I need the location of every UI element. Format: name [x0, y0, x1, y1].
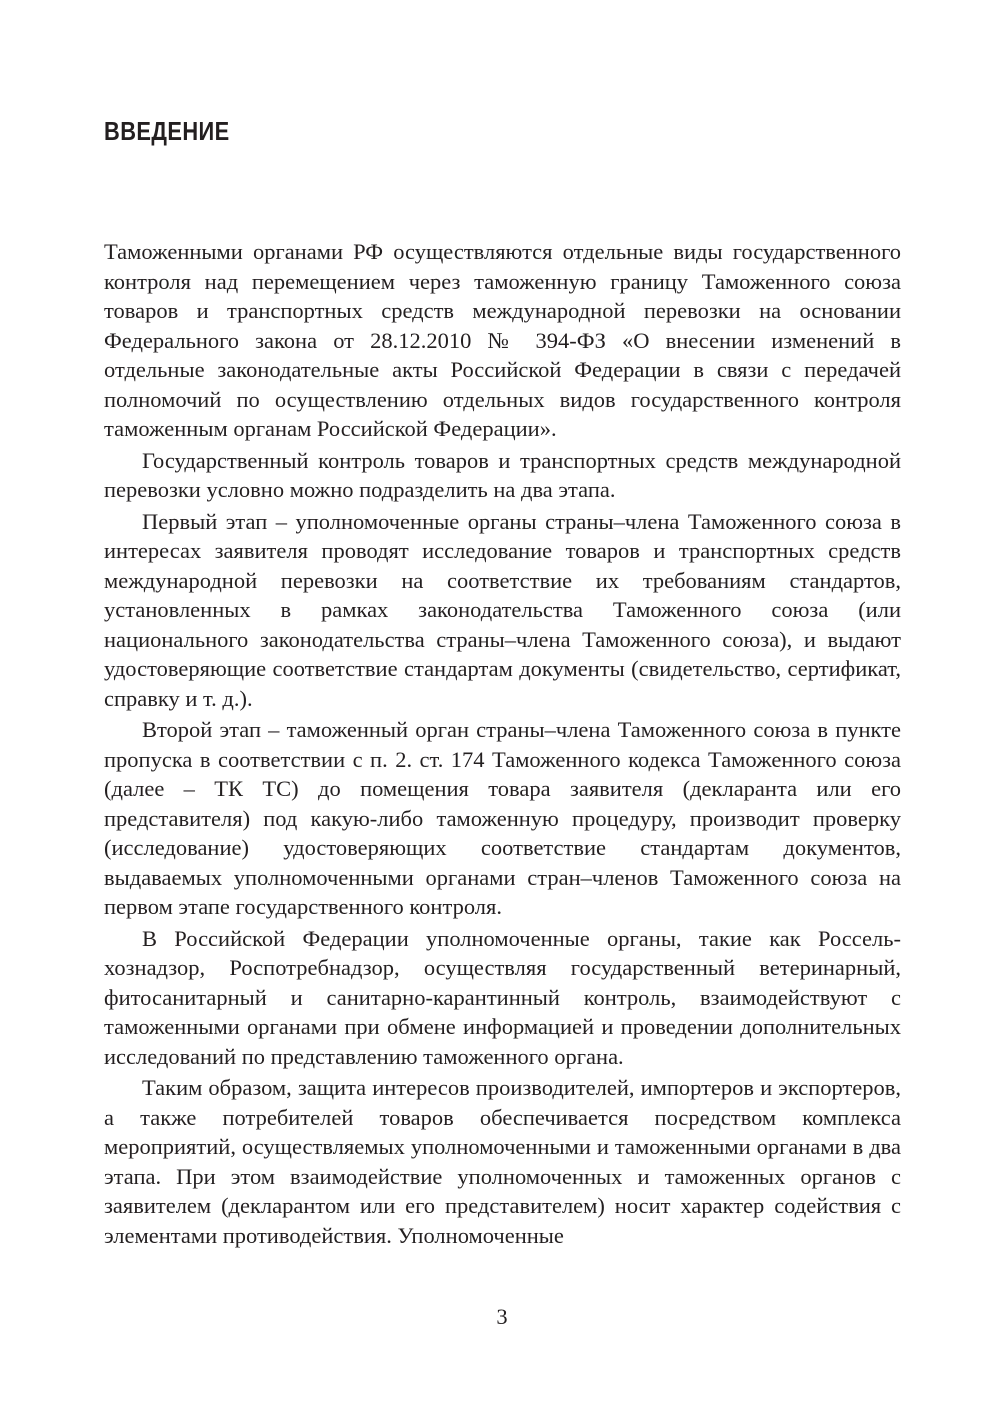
paragraph-2: Государственный контроль товаров и транспортных средств международной перевозки условно можно подразделить на два этапа.	[104, 447, 901, 502]
body-text	[104, 237, 901, 1252]
paragraph-3: Первый этап – уполномоченные органы страны–члена Таможенного союза в интересах заявителя проводят исследование товаров и транспортных средств международной перевозки на соответствие их требованиям стандартов, установленных в рамках законодательства Таможенного союза (или национального законодательства страны–члена Таможенного союза), и выдают удостоверяющие соответствие стандартам документы (свидетельство, сертификат, справку и т. д.).	[104, 508, 901, 711]
chapter-heading: ВВЕДЕНИЕ	[104, 116, 230, 146]
paragraph-6: Таким образом, защита интересов производителей, импортеров и экспортеров, а также потребителей товаров обеспечивается посредством комплекса мероприятий, осуществляемых уполномоченными и таможенными органами в два этапа. При этом взаимодействие уполномоченных и таможенных органов с заявителем (декларантом или его представителем) носит характер содействия с элементами противодействия. Уполномоченные	[104, 1075, 901, 1248]
paragraph-1: Таможенными органами РФ осуществляются отдельные виды государственного контроля над перемещением через таможенную границу Таможенного союза товаров и транспортных средств международной перевозки на основании Федерального закона от 28.12.2010 № 394-ФЗ «О внесении изменений в отдельные законодательные акты Российской Федерации в связи с передачей полномочий по осуществлению отдельных видов государственного контроля таможенным органам Российской Федерации».	[104, 239, 901, 441]
page-number: 3	[496, 1304, 508, 1329]
paragraph-4: Второй этап – таможенный орган страны–члена Таможенного союза в пункте пропуска в соответствии с п. 2. ст. 174 Таможенного кодекса Таможенного союза (далее – ТК ТС) до помещения товара заявителя (декларанта или его представителя) под какую-либо таможенную процедуру, производит проверку (исследование) удостоверяющих соответствие стандартам документов, выдаваемых уполномоченными органами стран–членов Таможенного союза на первом этапе государственного контроля.	[104, 717, 901, 919]
paragraph-5: В Российской Федерации уполномоченные органы, такие как Россельхознадзор, Роспотребнадзор, осуществляя государственный ветеринарный, фитосанитарный и санитарно-карантинный контроль, взаимодействуют с таможенными органами при обмене информацией и проведении дополнительных исследований по представлению таможенного органа.	[104, 925, 901, 1069]
